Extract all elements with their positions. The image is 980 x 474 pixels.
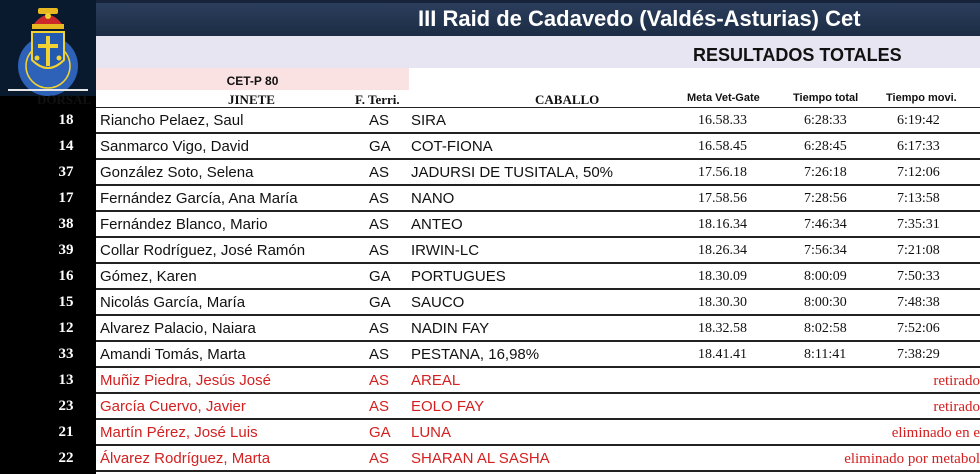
territory: AS [369, 450, 390, 467]
meta-vet-gate: 18.41.41 [698, 347, 747, 362]
page-subtitle: RESULTADOS TOTALES [693, 45, 902, 65]
blank-cell [409, 68, 980, 90]
rider-name: Sanmarco Vigo, David [100, 138, 249, 155]
horse-name: SHARAN AL SASHA [411, 450, 550, 467]
table-row [0, 134, 980, 160]
rider-name: Álvarez Rodríguez, Marta [100, 450, 271, 467]
meta-vet-gate: 17.56.18 [698, 165, 747, 180]
tiempo-total: 8:11:41 [804, 347, 847, 362]
dorsal-number: 38 [37, 212, 95, 237]
dorsal-number: 17 [37, 186, 95, 211]
rider-name: Gómez, Karen [100, 268, 197, 285]
tiempo-total: 7:28:56 [804, 191, 847, 206]
rider-name: Nicolás García, María [100, 294, 246, 311]
horse-name: LUNA [411, 424, 452, 441]
table-row [0, 446, 980, 472]
federation-logo [0, 0, 96, 96]
status-text: eliminado en e [891, 425, 980, 441]
row-divider [96, 470, 980, 472]
table-row [0, 290, 980, 316]
dorsal-number: 16 [37, 264, 95, 289]
dorsal-number: 22 [37, 446, 95, 471]
table-row [0, 368, 980, 394]
dorsal-number: 39 [37, 238, 95, 263]
table-row [0, 108, 980, 134]
territory: GA [369, 138, 391, 155]
header-tiempo-total: Tiempo total [793, 92, 859, 104]
territory: GA [369, 294, 391, 311]
territory: GA [369, 268, 391, 285]
horse-name: JADURSI DE TUSITALA, 50% [411, 164, 614, 181]
status-text: retirado [933, 399, 980, 415]
territory: AS [369, 112, 390, 129]
tiempo-movi: 7:48:38 [897, 295, 940, 310]
horse-name: SAUCO [411, 294, 465, 311]
dorsal-number: 14 [37, 134, 95, 159]
dorsal-number: 15 [37, 290, 95, 315]
territory: AS [369, 320, 390, 337]
meta-vet-gate: 18.16.34 [698, 217, 747, 232]
table-row [0, 264, 980, 290]
territory: AS [369, 372, 390, 389]
tiempo-movi: 6:17:33 [897, 139, 940, 154]
dorsal-number: 33 [37, 342, 95, 367]
tiempo-total: 8:02:58 [804, 321, 847, 336]
meta-vet-gate: 16.58.45 [698, 139, 747, 154]
header-dorsal: DORSAL [37, 92, 92, 107]
tiempo-total: 7:26:18 [804, 165, 847, 180]
tiempo-movi: 7:13:58 [897, 191, 940, 206]
horse-name: IRWIN-LC [411, 242, 480, 259]
horse-name: EOLO FAY [411, 398, 485, 415]
rider-name: Alvarez Palacio, Naiara [100, 320, 256, 337]
horse-name: SIRA [411, 112, 447, 129]
rider-name: Amandi Tomás, Marta [100, 346, 246, 363]
rider-name: González Soto, Selena [100, 164, 254, 181]
meta-vet-gate: 18.30.30 [698, 295, 747, 310]
meta-vet-gate: 18.30.09 [698, 269, 747, 284]
tiempo-movi: 6:19:42 [897, 113, 940, 128]
rider-name: Fernández Blanco, Mario [100, 216, 268, 233]
header-territorio: F. Terri. [355, 92, 400, 107]
status-text: retirado [933, 373, 980, 389]
territory: AS [369, 164, 390, 181]
dorsal-number: 21 [37, 420, 95, 445]
rider-name: Muñiz Piedra, Jesús José [100, 372, 271, 389]
dorsal-number: 18 [37, 108, 95, 133]
rider-name: García Cuervo, Javier [100, 398, 246, 415]
header-meta: Meta Vet-Gate [687, 92, 760, 104]
rider-name: Collar Rodríguez, José Ramón [100, 242, 306, 259]
table-row [0, 420, 980, 446]
rider-name: Riancho Pelaez, Saul [100, 112, 244, 129]
page-title: III Raid de Cadavedo (Valdés-Asturias) Cet [418, 6, 861, 31]
territory: AS [369, 190, 390, 207]
horse-name: NANO [411, 190, 455, 207]
horse-name: COT-FIONA [411, 138, 493, 155]
tiempo-total: 8:00:09 [804, 269, 847, 284]
dorsal-number: 13 [37, 368, 95, 393]
header-caballo: CABALLO [535, 92, 600, 107]
tiempo-total: 7:56:34 [804, 243, 847, 258]
table-row [0, 160, 980, 186]
meta-vet-gate: 16.58.33 [698, 113, 747, 128]
tiempo-movi: 7:12:06 [897, 165, 940, 180]
territory: AS [369, 242, 390, 259]
tiempo-total: 6:28:33 [804, 113, 847, 128]
territory: AS [369, 346, 390, 363]
dorsal-number: 37 [37, 160, 95, 185]
table-row [0, 186, 980, 212]
tiempo-total: 7:46:34 [804, 217, 847, 232]
territory: AS [369, 216, 390, 233]
table-row [0, 394, 980, 420]
horse-name: PESTANA, 16,98% [411, 346, 540, 363]
tiempo-total: 8:00:30 [804, 295, 847, 310]
rider-name: Fernández García, Ana María [100, 190, 298, 207]
tiempo-movi: 7:52:06 [897, 321, 940, 336]
horse-name: ANTEO [411, 216, 463, 233]
table-row [0, 212, 980, 238]
territory: AS [369, 398, 390, 415]
header-jinete: JINETE [228, 92, 275, 107]
meta-vet-gate: 18.32.58 [698, 321, 747, 336]
table-row [0, 316, 980, 342]
table-row [0, 238, 980, 264]
meta-vet-gate: 18.26.34 [698, 243, 747, 258]
horse-name: NADIN FAY [411, 320, 490, 337]
horse-name: PORTUGUES [411, 268, 506, 285]
tiempo-movi: 7:21:08 [897, 243, 940, 258]
tiempo-movi: 7:38:29 [897, 347, 940, 362]
status-text: eliminado por metabol [844, 451, 980, 467]
category-label: CET-P 80 [226, 74, 279, 88]
dorsal-number: 12 [37, 316, 95, 341]
tiempo-movi: 7:50:33 [897, 269, 940, 284]
horse-name: AREAL [411, 372, 461, 389]
table-row [0, 342, 980, 368]
meta-vet-gate: 17.58.56 [698, 191, 747, 206]
territory: GA [369, 424, 391, 441]
header-tiempo-movi: Tiempo movi. [886, 92, 957, 104]
rider-name: Martín Pérez, José Luis [100, 424, 258, 441]
dorsal-number: 23 [37, 394, 95, 419]
tiempo-movi: 7:35:31 [897, 217, 940, 232]
tiempo-total: 6:28:45 [804, 139, 847, 154]
